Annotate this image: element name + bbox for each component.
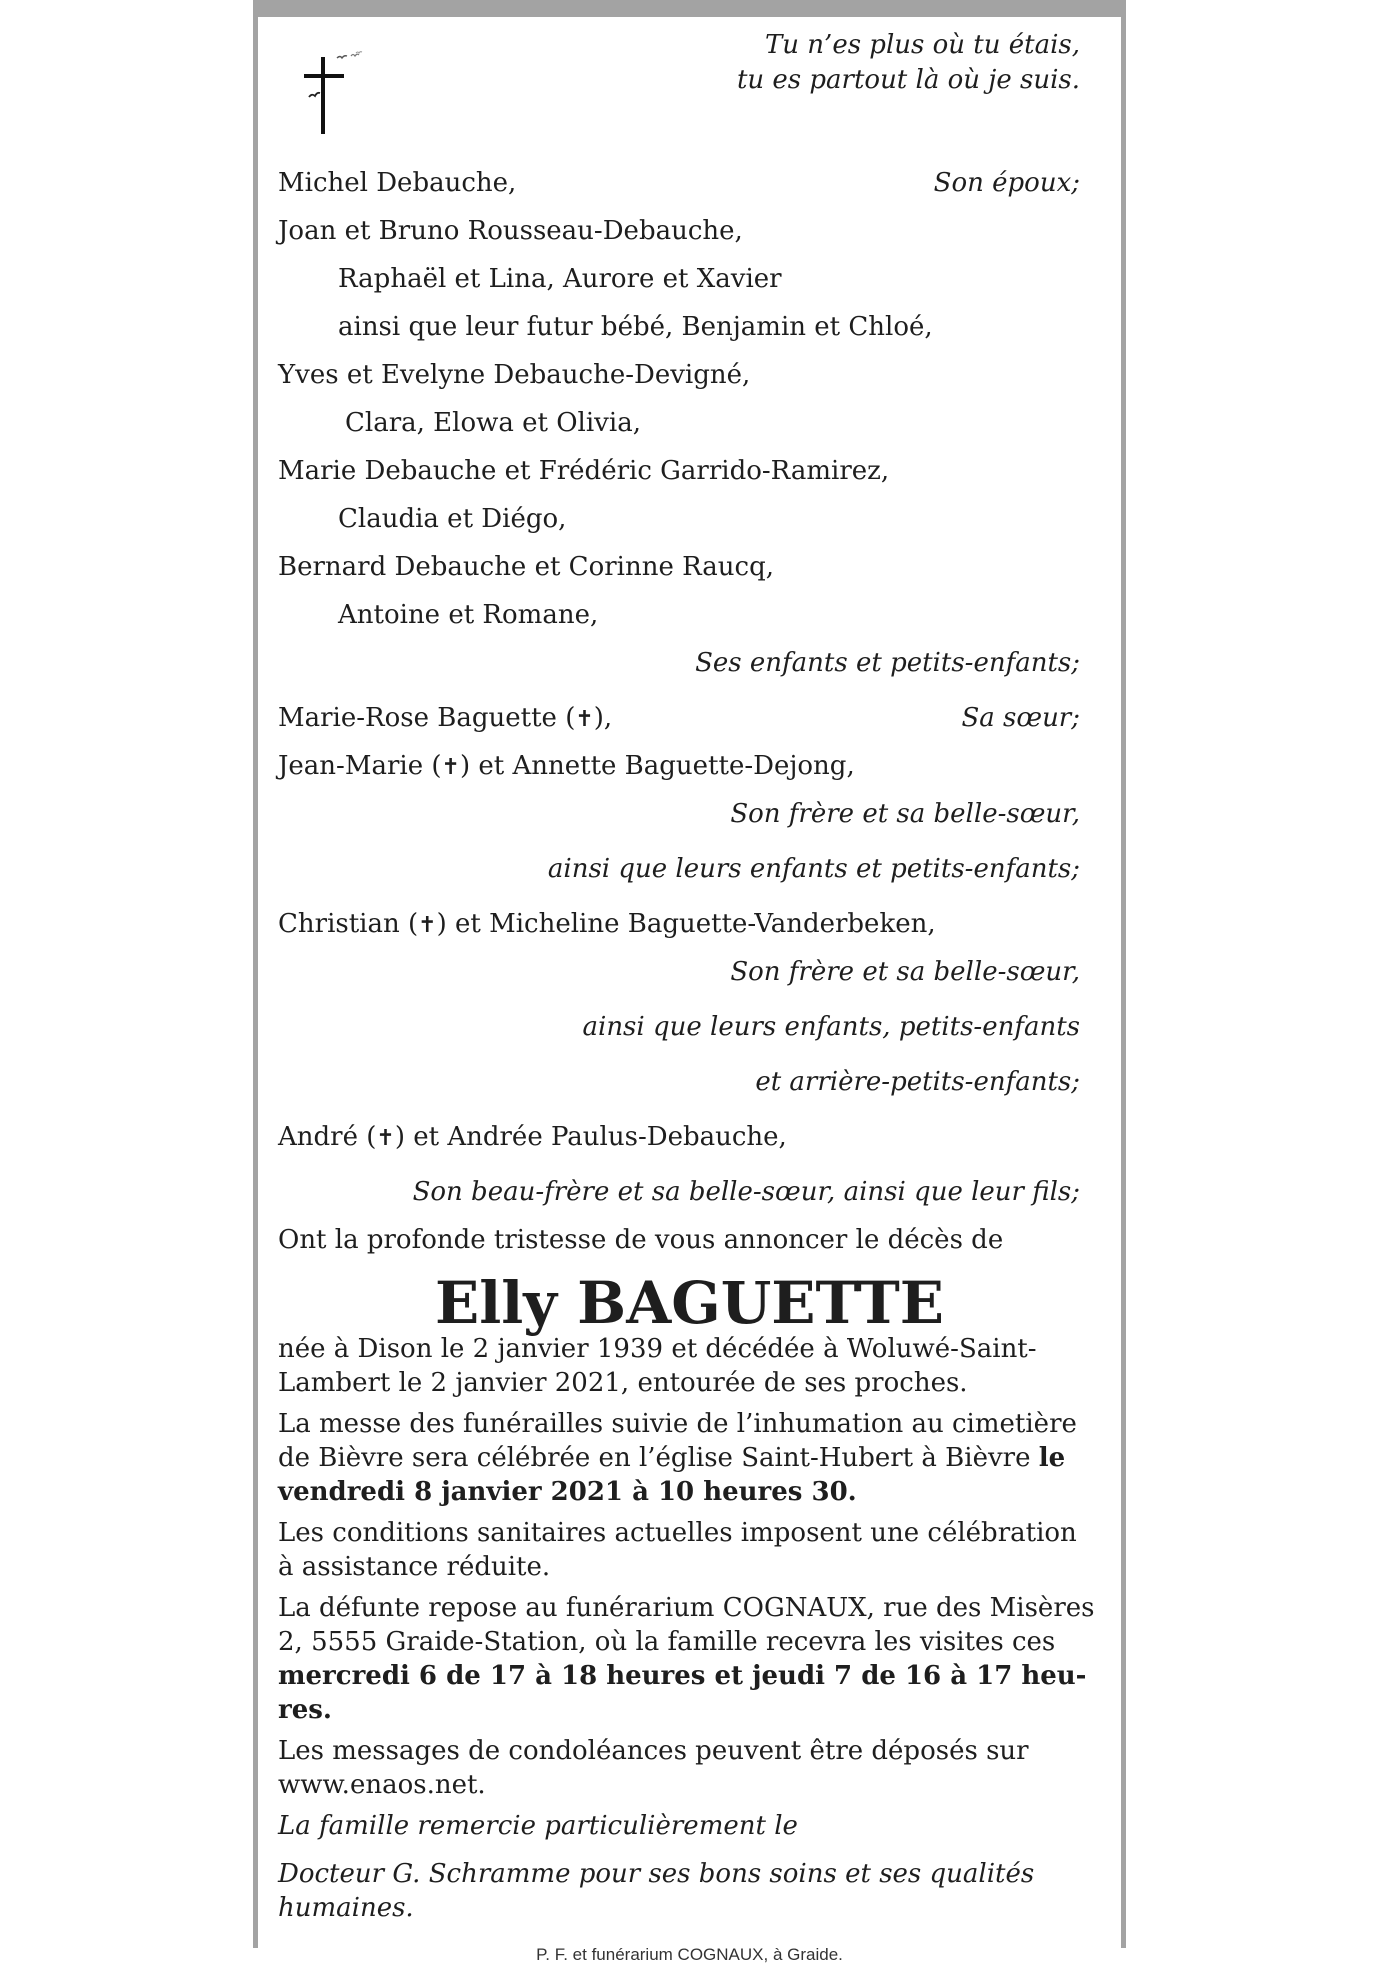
child-1-grandchildren: Raphaël et Lina, Aurore et Xavier <box>338 264 782 294</box>
brother-2-role-3: et arrière-petits-enfants; <box>755 1067 1080 1097</box>
thanks-line-3: humaines. <box>278 1893 414 1923</box>
mass-date: vendredi 8 janvier 2021 à 10 heures 30. <box>278 1477 857 1507</box>
spouse-name: Michel Debauche, <box>278 168 517 198</box>
announcement: Ont la profonde tristesse de vous annoncer le décès de <box>278 1225 1004 1255</box>
mass-line-2: de Bièvre sera célébrée en l’église Saint-Hubert à Bièvre le <box>278 1443 1066 1473</box>
obituary-notice <box>258 17 1121 1964</box>
thanks-line-2: Docteur G. Schramme pour ses bons soins et ses qualités <box>278 1859 1035 1889</box>
deceased-cross-icon: ✝ <box>376 1126 395 1151</box>
child-4-grandchildren: Antoine et Romane, <box>338 600 599 630</box>
brother-1-name: Jean-Marie (✝) et Annette Baguette-Dejong, <box>278 751 855 781</box>
child-2-grandchildren: Clara, Elowa et Olivia, <box>345 408 641 438</box>
visit-hours-2: res. <box>278 1695 332 1725</box>
mass-line-1: La messe des funérailles suivie de l’inhumation au cimetière <box>278 1409 1077 1439</box>
deceased-cross-icon: ✝ <box>575 707 594 732</box>
children-role: Ses enfants et petits-enfants; <box>695 648 1080 678</box>
brother-1-role-2: ainsi que leurs enfants et petits-enfants; <box>547 854 1080 884</box>
child-2: Yves et Evelyne Debauche-Devigné, <box>278 360 751 390</box>
sanitary-line-2: à assistance réduite. <box>278 1552 551 1582</box>
condolence-line-1: Les messages de condoléances peuvent être déposés sur <box>278 1736 1029 1766</box>
sister-role: Sa sœur; <box>961 703 1080 733</box>
funeral-home-footer: P. F. et funérarium COGNAUX, à Graide. <box>536 1945 843 1964</box>
deceased-cross-icon: ✝ <box>418 913 437 938</box>
brother-2-role: Son frère et sa belle-sœur, <box>730 957 1080 987</box>
epigraph-line-1: Tu n’es plus où tu étais, <box>764 30 1080 60</box>
cross-with-birds-icon <box>304 50 374 142</box>
brother-in-law-name: André (✝) et Andrée Paulus-Debauche, <box>278 1122 787 1152</box>
child-3: Marie Debauche et Frédéric Garrido-Ramirez, <box>278 456 890 486</box>
brother-in-law-role: Son beau-frère et sa belle-sœur, ainsi que leur fils; <box>412 1177 1080 1207</box>
thanks-line-1: La famille remercie particulièrement le <box>278 1811 798 1841</box>
rest-line-1: La défunte repose au funérarium COGNAUX, rue des Misères <box>278 1593 1095 1623</box>
deceased-cross-icon: ✝ <box>441 755 460 780</box>
child-4: Bernard Debauche et Corinne Raucq, <box>278 552 775 582</box>
sanitary-line-1: Les conditions sanitaires actuelles imposent une célébration <box>278 1518 1077 1548</box>
child-1-grandchildren-2: ainsi que leur futur bébé, Benjamin et Chloé, <box>338 312 933 342</box>
deceased-name: Elly BAGUETTE <box>435 1269 944 1337</box>
visit-hours: mercredi 6 de 17 à 18 heures et jeudi 7 de 16 à 17 heu- <box>278 1661 1087 1691</box>
birth-line-2: Lambert le 2 janvier 2021, entourée de ses proches. <box>278 1368 968 1398</box>
brother-2-name: Christian (✝) et Micheline Baguette-Vanderbeken, <box>278 909 936 939</box>
birth-line-1: née à Dison le 2 janvier 1939 et décédée à Woluwé-Saint- <box>278 1334 1037 1364</box>
child-3-grandchildren: Claudia et Diégo, <box>338 504 567 534</box>
epigraph-line-2: tu es partout là où je suis. <box>736 65 1080 95</box>
brother-2-role-2: ainsi que leurs enfants, petits-enfants <box>582 1012 1080 1042</box>
child-1: Joan et Bruno Rousseau-Debauche, <box>278 216 743 246</box>
sister-name: Marie-Rose Baguette (✝), <box>278 703 613 733</box>
spouse-role: Son époux; <box>933 168 1080 198</box>
brother-1-role: Son frère et sa belle-sœur, <box>730 799 1080 829</box>
condolence-url: www.enaos.net. <box>278 1770 486 1800</box>
rest-line-2: 2, 5555 Graide-Station, où la famille recevra les visites ces <box>278 1627 1056 1657</box>
